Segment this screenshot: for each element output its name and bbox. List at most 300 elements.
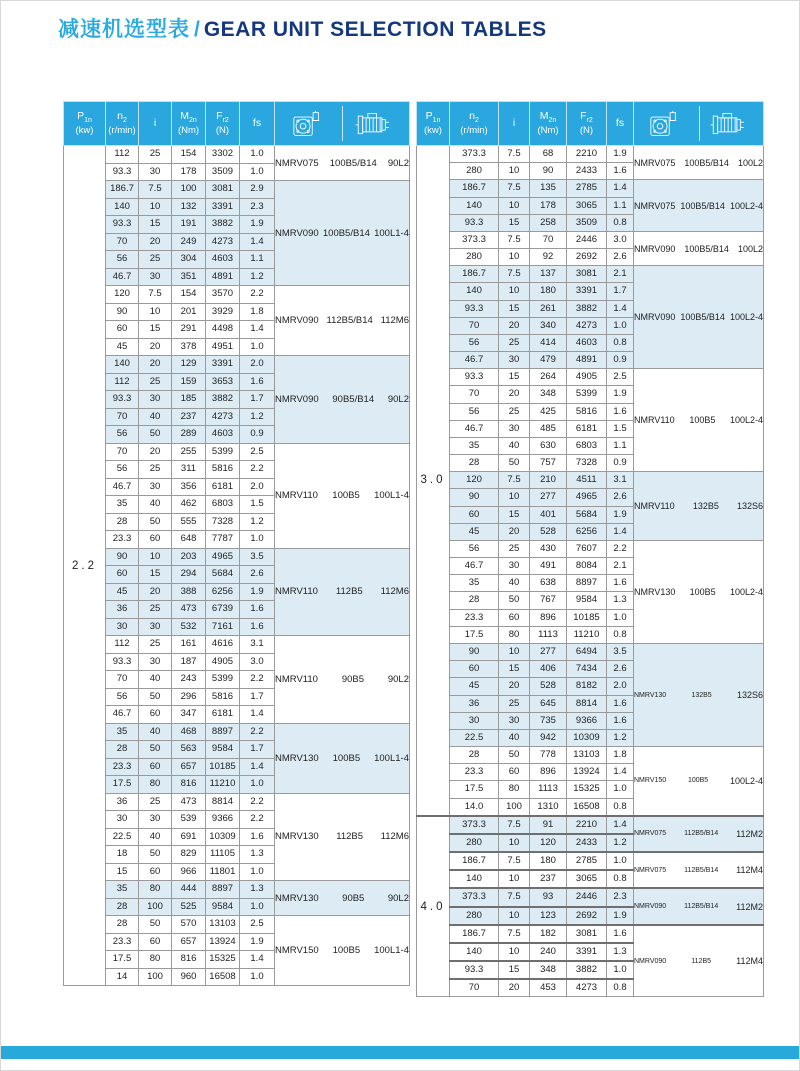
cell-i: 10 <box>499 643 530 660</box>
cell-fr2: 4273 <box>567 317 607 334</box>
cell-m2n: 91 <box>530 816 567 834</box>
cell-fr2: 3929 <box>206 303 240 321</box>
cell-m2n: 237 <box>530 870 567 888</box>
model-token: 100B5 <box>332 490 360 501</box>
cell-fr2: 3081 <box>206 181 240 199</box>
page-title-separator: / <box>194 18 200 41</box>
model-token: 90B5 <box>342 892 365 904</box>
cell-n2: 36 <box>450 695 499 712</box>
cell-fs: 1.6 <box>607 712 634 729</box>
table-row <box>417 643 764 660</box>
cell-n2: 56 <box>106 426 139 444</box>
cell-fr2: 3391 <box>206 356 240 374</box>
cell-m2n: 896 <box>530 764 567 781</box>
cell-fr2: 3065 <box>567 197 607 214</box>
motor-token: 100L2-4 <box>729 586 763 597</box>
cell-m2n: 960 <box>172 968 206 986</box>
cell-i: 7.5 <box>499 231 530 248</box>
cell-i: 50 <box>499 747 530 764</box>
cell-fs: 1.6 <box>607 163 634 180</box>
cell-i: 100 <box>139 968 172 986</box>
cell-m2n: 261 <box>530 300 567 317</box>
cell-fr2: 4273 <box>567 979 607 997</box>
cell-fs: 1.2 <box>240 408 275 426</box>
cell-i: 60 <box>499 764 530 781</box>
cell-n2: 14.0 <box>450 798 499 816</box>
table-row <box>417 369 764 386</box>
cell-fr2: 4603 <box>206 251 240 269</box>
cell-m2n: 401 <box>530 506 567 523</box>
cell-m2n: 735 <box>530 712 567 729</box>
cell-i: 80 <box>139 776 172 794</box>
cell-n2: 23.3 <box>450 764 499 781</box>
model-token: 112B5/B14 <box>684 903 719 911</box>
cell-i: 15 <box>499 214 530 231</box>
cell-m2n: 778 <box>530 747 567 764</box>
table-row <box>417 231 764 248</box>
cell-fr2: 3882 <box>567 961 607 979</box>
cell-fr2: 5816 <box>206 688 240 706</box>
model-token: NMRV110 <box>275 586 318 598</box>
table-row <box>417 146 764 163</box>
cell-n2: 30 <box>450 712 499 729</box>
cell-fs: 1.2 <box>607 729 634 746</box>
cell-fr2: 4273 <box>206 233 240 251</box>
cell-fr2: 8814 <box>567 695 607 712</box>
motor-token: 90L2 <box>387 673 409 685</box>
model-token: NMRV075 <box>634 157 676 168</box>
cell-i: 10 <box>499 870 530 888</box>
cell-fs: 2.2 <box>240 286 275 304</box>
cell-m2n: 468 <box>172 723 206 741</box>
model-cell <box>275 723 410 793</box>
cell-n2: 93.3 <box>106 391 139 409</box>
cell-m2n: 277 <box>530 643 567 660</box>
cell-fr2: 3391 <box>567 283 607 300</box>
model-token: NMRV075 <box>275 157 319 169</box>
cell-fs: 1.0 <box>240 898 275 916</box>
cell-fr2: 4616 <box>206 636 240 654</box>
cell-i: 50 <box>499 592 530 609</box>
cell-fr2: 4951 <box>206 338 240 356</box>
cell-m2n: 311 <box>172 461 206 479</box>
cell-i: 20 <box>139 233 172 251</box>
cell-fs: 2.1 <box>607 266 634 283</box>
cell-n2: 120 <box>106 286 139 304</box>
cell-m2n: 966 <box>172 863 206 881</box>
header-divider <box>342 106 343 141</box>
model-cell <box>634 925 764 997</box>
cell-fs: 1.0 <box>240 776 275 794</box>
model-cell <box>634 180 764 232</box>
cell-i: 30 <box>139 653 172 671</box>
cell-n2: 45 <box>450 523 499 540</box>
power-cell: 2.2 <box>64 146 106 986</box>
cell-fs: 1.2 <box>240 268 275 286</box>
cell-n2: 36 <box>106 793 139 811</box>
model-cell <box>634 540 764 643</box>
cell-m2n: 555 <box>172 513 206 531</box>
table-row <box>64 356 410 374</box>
cell-fs: 1.4 <box>240 321 275 339</box>
model-token: NMRV075 <box>634 200 676 211</box>
cell-n2: 35 <box>450 437 499 454</box>
table-row <box>417 925 764 943</box>
cell-i: 25 <box>139 793 172 811</box>
cell-fs: 1.6 <box>240 828 275 846</box>
cell-n2: 56 <box>450 540 499 557</box>
cell-fr2: 8814 <box>206 793 240 811</box>
cell-fr2: 10309 <box>567 729 607 746</box>
cell-n2: 17.5 <box>106 951 139 969</box>
cell-m2n: 1310 <box>530 798 567 816</box>
cell-fr2: 2446 <box>567 231 607 248</box>
cell-fr2: 4891 <box>206 268 240 286</box>
cell-n2: 93.3 <box>450 214 499 231</box>
model-token: NMRV150 <box>275 945 319 956</box>
motor-token: 112M2 <box>736 828 763 839</box>
cell-i: 30 <box>139 478 172 496</box>
cell-fr2: 16508 <box>567 798 607 816</box>
motor-token: 100L2-4 <box>729 200 763 211</box>
cell-n2: 46.7 <box>106 478 139 496</box>
cell-fs: 3.0 <box>240 653 275 671</box>
cell-i: 40 <box>139 408 172 426</box>
cell-n2: 22.5 <box>106 828 139 846</box>
cell-m2n: 570 <box>172 916 206 934</box>
cell-fr2: 7328 <box>567 455 607 472</box>
cell-m2n: 243 <box>172 671 206 689</box>
model-token: 100B5 <box>332 945 361 956</box>
motor-token: 100L1-4 <box>374 945 409 956</box>
cell-n2: 70 <box>450 979 499 997</box>
table-row <box>64 793 410 811</box>
cell-fr2: 4498 <box>206 321 240 339</box>
cell-i: 60 <box>139 933 172 951</box>
gear-selection-table-left <box>63 101 410 986</box>
cell-fs: 1.4 <box>240 233 275 251</box>
cell-i: 20 <box>139 338 172 356</box>
motor-token: 132S6 <box>736 690 763 700</box>
cell-n2: 93.3 <box>450 369 499 386</box>
cell-n2: 90 <box>450 489 499 506</box>
cell-m2n: 154 <box>172 146 206 164</box>
column-header-fs: fs <box>240 102 275 146</box>
cell-fr2: 2446 <box>567 888 607 906</box>
cell-n2: 46.7 <box>450 352 499 369</box>
cell-i: 50 <box>139 846 172 864</box>
model-token: 112B5/B14 <box>684 830 719 838</box>
cell-n2: 23.3 <box>106 758 139 776</box>
cell-fr2: 13924 <box>206 933 240 951</box>
cell-i: 50 <box>139 741 172 759</box>
cell-n2: 93.3 <box>106 653 139 671</box>
cell-m2n: 92 <box>530 249 567 266</box>
cell-m2n: 563 <box>172 741 206 759</box>
cell-m2n: 430 <box>530 540 567 557</box>
cell-n2: 70 <box>106 408 139 426</box>
cell-fs: 1.9 <box>240 216 275 234</box>
cell-fs: 1.2 <box>607 834 634 852</box>
cell-n2: 70 <box>106 671 139 689</box>
cell-n2: 23.3 <box>106 933 139 951</box>
cell-m2n: 185 <box>172 391 206 409</box>
cell-fr2: 4273 <box>206 408 240 426</box>
cell-m2n: 473 <box>172 793 206 811</box>
cell-fs: 0.8 <box>607 798 634 816</box>
cell-i: 30 <box>499 712 530 729</box>
cell-fr2: 7328 <box>206 513 240 531</box>
cell-i: 15 <box>139 216 172 234</box>
cell-fs: 1.4 <box>607 764 634 781</box>
cell-fs: 2.6 <box>240 566 275 584</box>
model-token: NMRV090 <box>634 957 667 965</box>
table-row <box>417 747 764 764</box>
cell-fs: 1.5 <box>607 420 634 437</box>
model-cell <box>275 356 410 444</box>
cell-fr2: 8182 <box>567 678 607 695</box>
cell-i: 60 <box>499 609 530 626</box>
cell-i: 25 <box>499 695 530 712</box>
cell-fs: 1.7 <box>240 688 275 706</box>
cell-fs: 1.4 <box>607 180 634 197</box>
cell-m2n: 340 <box>530 317 567 334</box>
cell-m2n: 414 <box>530 334 567 351</box>
table-row <box>64 181 410 199</box>
model-token: 100B5/B14 <box>680 200 725 211</box>
cell-n2: 36 <box>106 601 139 619</box>
cell-fs: 1.6 <box>607 403 634 420</box>
cell-fr2: 4511 <box>567 472 607 489</box>
cell-fs: 0.8 <box>607 214 634 231</box>
cell-i: 25 <box>499 403 530 420</box>
motor-token: 100L1-4 <box>374 227 409 239</box>
cell-n2: 35 <box>106 881 139 899</box>
cell-i: 25 <box>139 373 172 391</box>
cell-i: 10 <box>499 943 530 961</box>
cell-i: 10 <box>499 834 530 852</box>
cell-i: 30 <box>139 391 172 409</box>
cell-n2: 46.7 <box>106 706 139 724</box>
cell-i: 50 <box>499 455 530 472</box>
cell-fr2: 6739 <box>206 601 240 619</box>
cell-n2: 35 <box>106 723 139 741</box>
cell-n2: 120 <box>450 472 499 489</box>
cell-i: 20 <box>139 356 172 374</box>
cell-m2n: 388 <box>172 583 206 601</box>
cell-fs: 1.1 <box>607 197 634 214</box>
cell-n2: 60 <box>106 566 139 584</box>
model-token: 100B5 <box>332 752 361 764</box>
cell-m2n: 129 <box>172 356 206 374</box>
model-token: NMRV090 <box>634 312 676 323</box>
cell-i: 10 <box>499 197 530 214</box>
cell-fr2: 6803 <box>567 437 607 454</box>
table-row <box>417 888 764 906</box>
cell-n2: 15 <box>106 863 139 881</box>
page-title <box>58 13 547 43</box>
worm-gearbox-icon <box>292 110 322 138</box>
cell-n2: 140 <box>450 943 499 961</box>
cell-m2n: 657 <box>172 933 206 951</box>
model-token: NMRV110 <box>275 673 318 685</box>
model-token: 100B5 <box>689 415 716 426</box>
cell-fs: 1.0 <box>607 852 634 870</box>
cell-fr2: 6181 <box>206 706 240 724</box>
cell-fr2: 11210 <box>567 626 607 643</box>
cell-m2n: 178 <box>172 163 206 181</box>
motor-icon <box>710 110 748 138</box>
cell-n2: 45 <box>106 583 139 601</box>
cell-i: 10 <box>499 907 530 925</box>
model-token: 100B5 <box>687 777 709 785</box>
cell-i: 100 <box>499 798 530 816</box>
cell-m2n: 425 <box>530 403 567 420</box>
model-cell <box>275 793 410 881</box>
cell-n2: 70 <box>450 386 499 403</box>
motor-icon <box>355 110 393 138</box>
cell-fr2: 6494 <box>567 643 607 660</box>
cell-n2: 93.3 <box>450 961 499 979</box>
cell-n2: 22.5 <box>450 729 499 746</box>
motor-token: 112M6 <box>380 586 409 598</box>
cell-m2n: 277 <box>530 489 567 506</box>
cell-fs: 1.0 <box>240 968 275 986</box>
model-cell <box>634 472 764 541</box>
cell-n2: 90 <box>106 548 139 566</box>
cell-fr2: 10309 <box>206 828 240 846</box>
cell-fs: 2.5 <box>240 916 275 934</box>
model-token: 132B5 <box>692 501 719 512</box>
cell-n2: 280 <box>450 249 499 266</box>
cell-fs: 2.2 <box>240 671 275 689</box>
cell-fr2: 7607 <box>567 540 607 557</box>
cell-fs: 2.6 <box>607 489 634 506</box>
motor-token: 90L2 <box>387 393 409 405</box>
cell-fr2: 3391 <box>567 943 607 961</box>
model-token: 112B5 <box>335 586 363 598</box>
column-header-n2: $n_2$ (r/min) <box>106 102 139 146</box>
table-header <box>417 102 764 146</box>
cell-fr2: 9584 <box>567 592 607 609</box>
cell-fr2: 4905 <box>567 369 607 386</box>
cell-m2n: 132 <box>172 198 206 216</box>
cell-n2: 28 <box>106 741 139 759</box>
cell-n2: 17.5 <box>450 781 499 798</box>
model-cell <box>634 816 764 852</box>
model-cell <box>634 643 764 746</box>
cell-fr2: 15325 <box>206 951 240 969</box>
cell-fs: 2.0 <box>240 356 275 374</box>
cell-fr2: 6181 <box>206 478 240 496</box>
motor-token: 132S6 <box>736 501 763 512</box>
cell-i: 50 <box>139 513 172 531</box>
cell-n2: 28 <box>106 916 139 934</box>
cell-fs: 1.9 <box>607 506 634 523</box>
cell-fs: 2.1 <box>607 558 634 575</box>
cell-fs: 0.8 <box>607 626 634 643</box>
cell-n2: 186.7 <box>450 180 499 197</box>
motor-token: 100L2 <box>737 157 763 168</box>
cell-m2n: 201 <box>172 303 206 321</box>
cell-fs: 0.8 <box>607 334 634 351</box>
cell-n2: 93.3 <box>450 300 499 317</box>
column-header-i: i <box>139 102 172 146</box>
cell-i: 15 <box>139 321 172 339</box>
cell-m2n: 210 <box>530 472 567 489</box>
cell-fr2: 5684 <box>206 566 240 584</box>
cell-i: 25 <box>139 461 172 479</box>
model-token: NMRV090 <box>275 315 319 326</box>
cell-n2: 28 <box>450 455 499 472</box>
cell-m2n: 757 <box>530 455 567 472</box>
cell-fr2: 3065 <box>567 870 607 888</box>
cell-i: 25 <box>139 601 172 619</box>
motor-token: 90L2 <box>387 892 409 904</box>
model-token: 112B5 <box>336 831 364 843</box>
model-cell <box>634 266 764 369</box>
cell-i: 40 <box>139 828 172 846</box>
cell-fs: 2.6 <box>607 249 634 266</box>
cell-i: 25 <box>499 334 530 351</box>
cell-m2n: 638 <box>530 575 567 592</box>
cell-i: 10 <box>139 548 172 566</box>
cell-fr2: 9584 <box>206 741 240 759</box>
cell-i: 10 <box>499 489 530 506</box>
cell-i: 20 <box>499 317 530 334</box>
cell-n2: 45 <box>450 678 499 695</box>
cell-i: 10 <box>499 283 530 300</box>
model-token: 100B5/B14 <box>680 312 725 323</box>
cell-i: 7.5 <box>499 266 530 283</box>
cell-fr2: 2692 <box>567 907 607 925</box>
cell-i: 10 <box>139 303 172 321</box>
table-row <box>417 266 764 283</box>
motor-token: 90L2 <box>387 157 409 169</box>
cell-i: 10 <box>139 198 172 216</box>
cell-fr2: 3391 <box>206 198 240 216</box>
cell-n2: 373.3 <box>450 888 499 906</box>
cell-fr2: 2785 <box>567 180 607 197</box>
model-token: 112B5 <box>691 957 712 965</box>
table-row <box>64 286 410 304</box>
cell-m2n: 180 <box>530 283 567 300</box>
cell-fs: 1.1 <box>607 437 634 454</box>
cell-m2n: 182 <box>530 925 567 943</box>
cell-i: 20 <box>499 979 530 997</box>
column-header-p1n: $P_{1n}$ (kw) <box>417 102 450 146</box>
cell-m2n: 294 <box>172 566 206 584</box>
cell-n2: 70 <box>106 233 139 251</box>
cell-i: 15 <box>499 369 530 386</box>
cell-fr2: 3570 <box>206 286 240 304</box>
cell-fs: 1.9 <box>607 146 634 163</box>
cell-fs: 1.9 <box>240 933 275 951</box>
column-header-i: i <box>499 102 530 146</box>
cell-n2: 35 <box>450 575 499 592</box>
cell-m2n: 296 <box>172 688 206 706</box>
cell-m2n: 137 <box>530 266 567 283</box>
cell-i: 30 <box>499 420 530 437</box>
cell-i: 40 <box>139 671 172 689</box>
cell-fr2: 7161 <box>206 618 240 636</box>
cell-n2: 112 <box>106 146 139 164</box>
cell-fr2: 2433 <box>567 163 607 180</box>
cell-m2n: 135 <box>530 180 567 197</box>
table-row <box>64 881 410 899</box>
cell-i: 20 <box>499 523 530 540</box>
cell-i: 7.5 <box>139 181 172 199</box>
